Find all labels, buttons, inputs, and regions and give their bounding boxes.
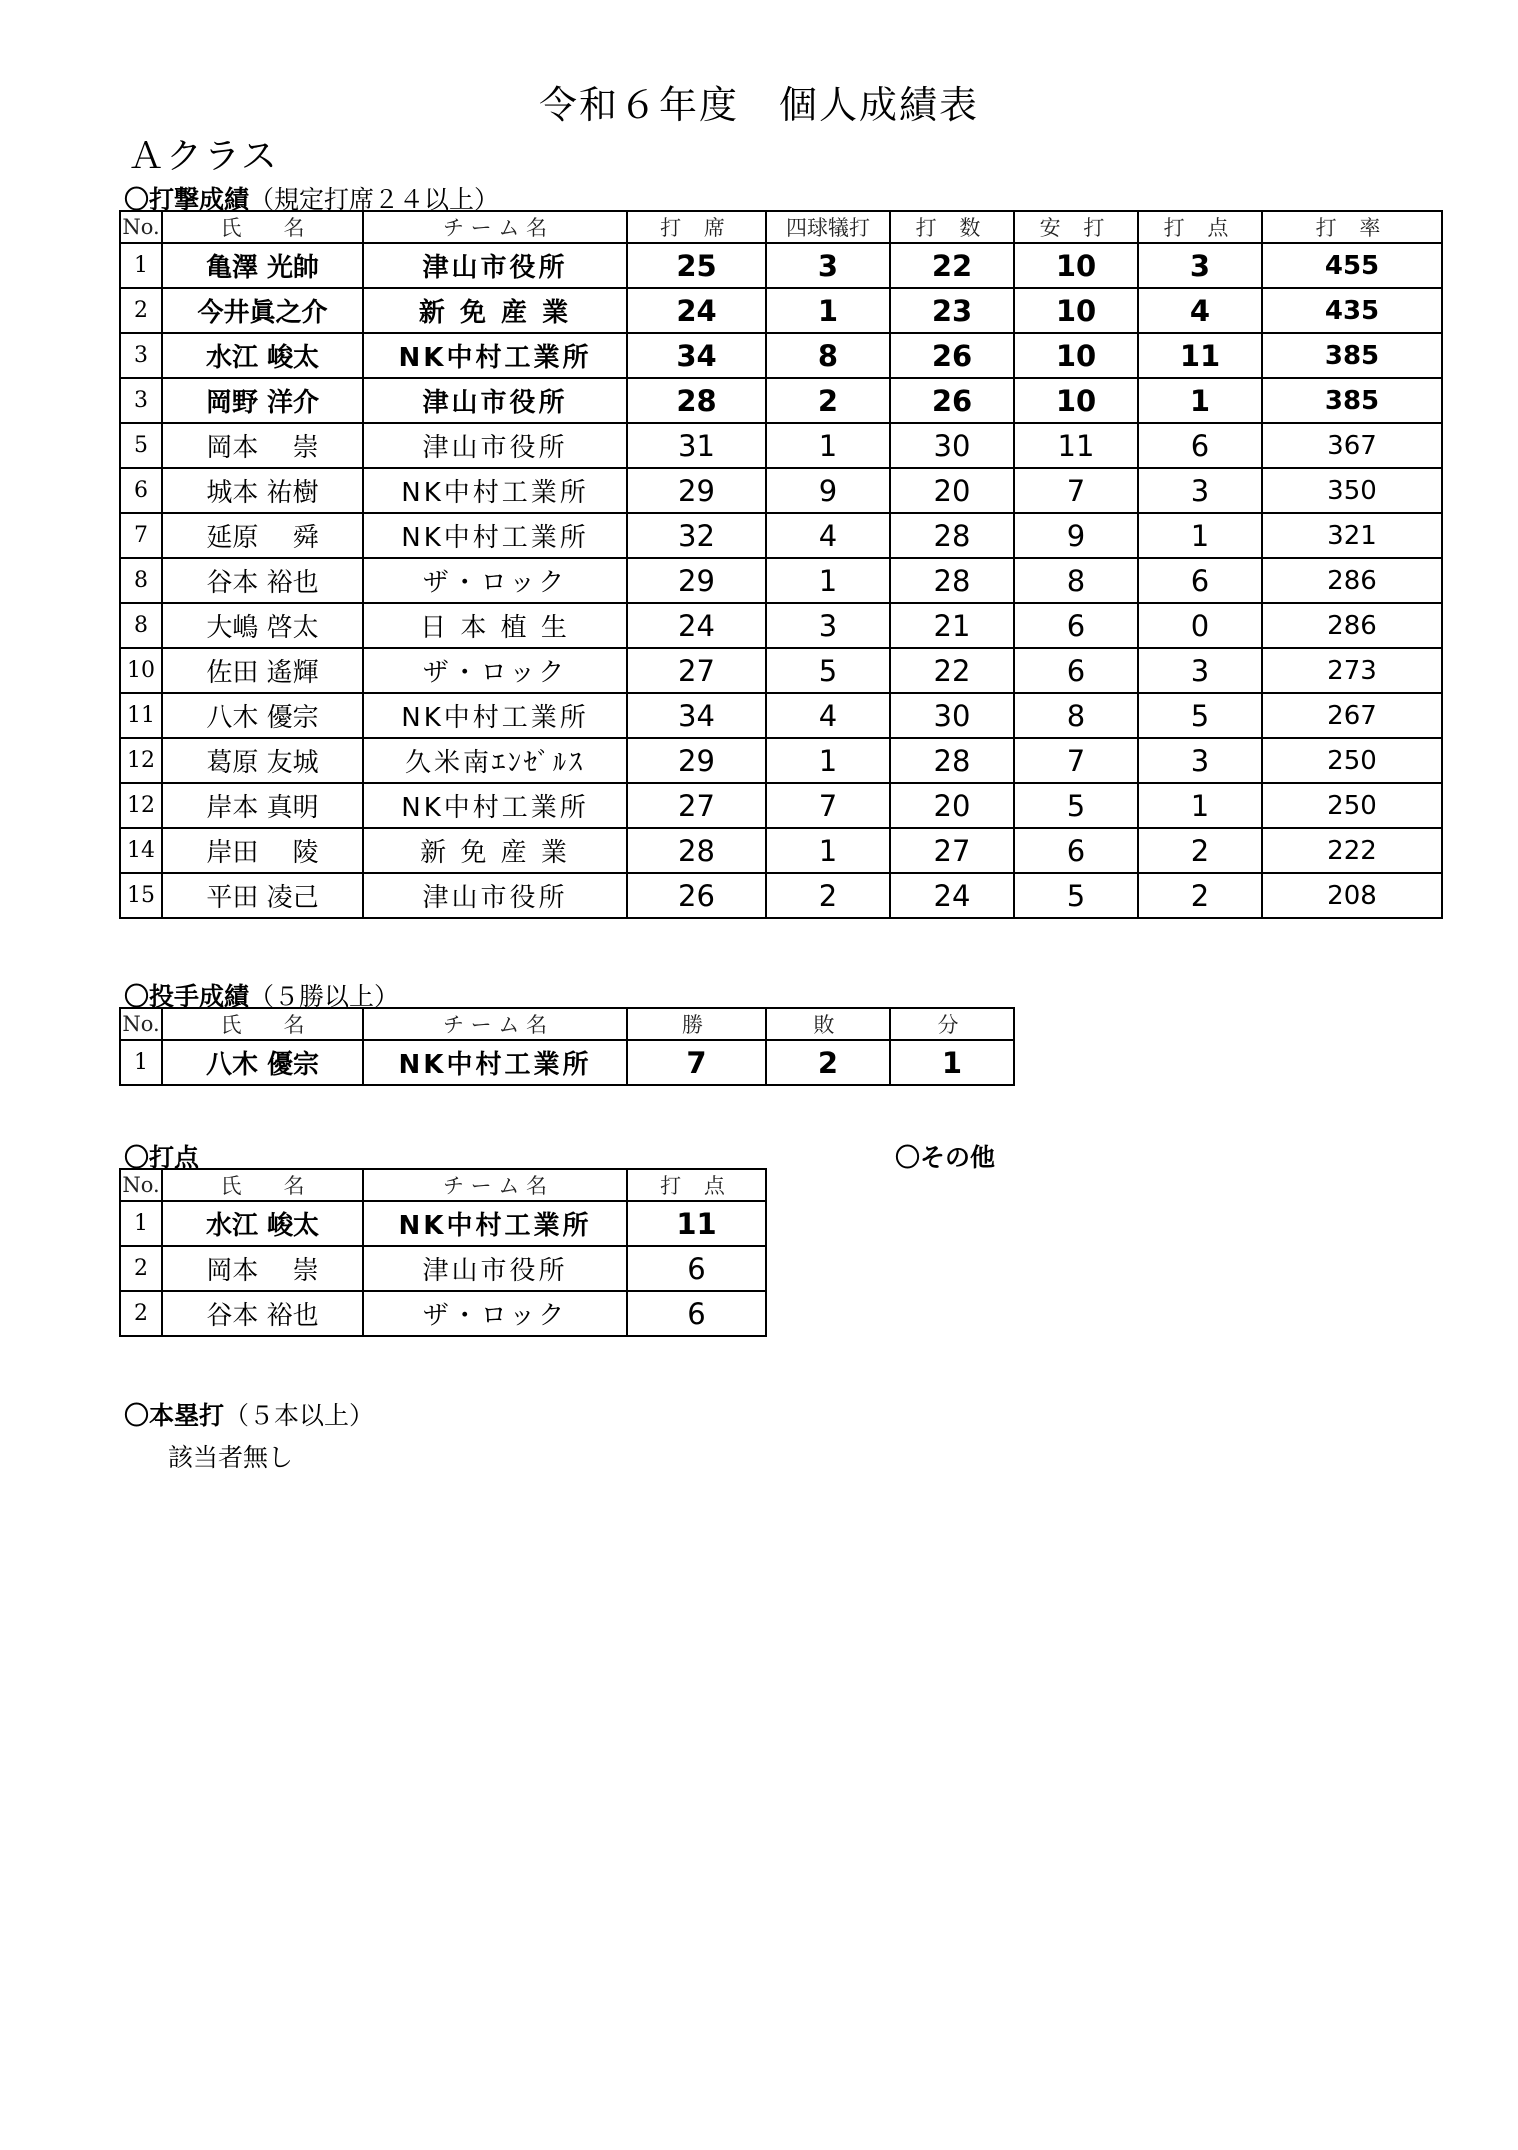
batting-table — [119, 210, 1443, 919]
batting-cell: 大嶋 啓太 — [162, 603, 363, 648]
pitching-header-cell: チ ー ム 名 — [363, 1008, 627, 1040]
batting-cell: 29 — [627, 738, 766, 783]
batting-cell: 4 — [766, 693, 890, 738]
batting-cell: 286 — [1262, 603, 1442, 648]
batting-row — [120, 423, 1442, 468]
batting-cell: 28 — [890, 513, 1014, 558]
batting-header-cell: 打 率 — [1262, 211, 1442, 243]
batting-row — [120, 693, 1442, 738]
other-heading-text: 〇その他 — [895, 1143, 996, 1172]
batting-header-row — [120, 211, 1442, 243]
pitching-condition: （５勝以上） — [249, 982, 400, 1011]
batting-cell: 日 本 植 生 — [363, 603, 627, 648]
pitching-cell: 2 — [766, 1040, 890, 1085]
rbi-cell: 2 — [120, 1291, 162, 1336]
batting-cell: 1 — [766, 423, 890, 468]
batting-header-cell: 打 点 — [1138, 211, 1262, 243]
batting-header-cell: 打 数 — [890, 211, 1014, 243]
rbi-row — [120, 1291, 766, 1336]
batting-cell: 455 — [1262, 243, 1442, 288]
batting-cell: 250 — [1262, 738, 1442, 783]
batting-cell: 10 — [1014, 333, 1138, 378]
batting-cell: 8 — [1014, 693, 1138, 738]
batting-cell: 3 — [1138, 648, 1262, 693]
batting-cell: 5 — [1014, 873, 1138, 918]
homerun-heading — [124, 1396, 374, 1432]
batting-cell: 12 — [120, 783, 162, 828]
batting-cell: 27 — [627, 783, 766, 828]
batting-cell: 7 — [120, 513, 162, 558]
batting-cell: 10 — [120, 648, 162, 693]
batting-cell: 385 — [1262, 333, 1442, 378]
batting-cell: NK中村工業所 — [363, 783, 627, 828]
batting-cell: 22 — [890, 648, 1014, 693]
rbi-cell: 谷本 裕也 — [162, 1291, 363, 1336]
batting-row — [120, 558, 1442, 603]
batting-cell: 6 — [1014, 648, 1138, 693]
batting-cell: 24 — [890, 873, 1014, 918]
batting-cell: 2 — [1138, 873, 1262, 918]
batting-row — [120, 378, 1442, 423]
batting-cell: 11 — [1014, 423, 1138, 468]
batting-cell: 31 — [627, 423, 766, 468]
batting-cell: 谷本 裕也 — [162, 558, 363, 603]
pitching-cell: 八木 優宗 — [162, 1040, 363, 1085]
rbi-table — [119, 1168, 767, 1337]
batting-cell: 久米南ｴﾝｾﾞﾙｽ — [363, 738, 627, 783]
batting-cell: 岸本 真明 — [162, 783, 363, 828]
batting-condition: （規定打席２４以上） — [249, 185, 500, 214]
batting-cell: 岡野 洋介 — [162, 378, 363, 423]
batting-cell: 5 — [120, 423, 162, 468]
batting-cell: 4 — [1138, 288, 1262, 333]
pitching-header-cell: 氏 名 — [162, 1008, 363, 1040]
batting-cell: 3 — [1138, 243, 1262, 288]
batting-cell: 32 — [627, 513, 766, 558]
rbi-cell: NK中村工業所 — [363, 1201, 627, 1246]
pitching-header-cell: No. — [120, 1008, 162, 1040]
batting-cell: 26 — [890, 378, 1014, 423]
batting-cell: 30 — [890, 693, 1014, 738]
batting-cell: 21 — [890, 603, 1014, 648]
batting-cell: 321 — [1262, 513, 1442, 558]
batting-cell: 1 — [1138, 378, 1262, 423]
batting-cell: 佐田 遙輝 — [162, 648, 363, 693]
batting-cell: 12 — [120, 738, 162, 783]
batting-cell: 新 免 産 業 — [363, 288, 627, 333]
pitching-cell: 7 — [627, 1040, 766, 1085]
batting-cell: 14 — [120, 828, 162, 873]
batting-cell: 津山市役所 — [363, 423, 627, 468]
homerun-heading-text: 〇本塁打 — [124, 1401, 225, 1430]
batting-cell: 367 — [1262, 423, 1442, 468]
batting-cell: 20 — [890, 468, 1014, 513]
batting-cell: 11 — [1138, 333, 1262, 378]
batting-cell: 8 — [1014, 558, 1138, 603]
batting-cell: 9 — [766, 468, 890, 513]
batting-row — [120, 828, 1442, 873]
batting-cell: 9 — [1014, 513, 1138, 558]
batting-cell: 2 — [1138, 828, 1262, 873]
batting-cell: 0 — [1138, 603, 1262, 648]
batting-header-cell: 安 打 — [1014, 211, 1138, 243]
batting-row — [120, 648, 1442, 693]
homerun-condition: （５本以上） — [224, 1401, 375, 1430]
batting-cell: 286 — [1262, 558, 1442, 603]
batting-cell: 1 — [1138, 513, 1262, 558]
pitching-header-cell: 勝 — [627, 1008, 766, 1040]
batting-cell: 10 — [1014, 378, 1138, 423]
rbi-header-row — [120, 1169, 766, 1201]
batting-cell: 3 — [766, 243, 890, 288]
batting-cell: 岡本 崇 — [162, 423, 363, 468]
rbi-cell: 1 — [120, 1201, 162, 1246]
batting-row — [120, 333, 1442, 378]
batting-cell: 222 — [1262, 828, 1442, 873]
batting-cell: 28 — [890, 738, 1014, 783]
batting-cell: 津山市役所 — [363, 243, 627, 288]
batting-header-cell: 氏 名 — [162, 211, 363, 243]
batting-cell: 350 — [1262, 468, 1442, 513]
batting-cell: 10 — [1014, 288, 1138, 333]
batting-cell: 今井眞之介 — [162, 288, 363, 333]
batting-cell: 新 免 産 業 — [363, 828, 627, 873]
rbi-cell: 津山市役所 — [363, 1246, 627, 1291]
batting-cell: 20 — [890, 783, 1014, 828]
batting-cell: 8 — [120, 603, 162, 648]
batting-cell: 385 — [1262, 378, 1442, 423]
batting-header-cell: チ ー ム 名 — [363, 211, 627, 243]
batting-header-cell: 四球犠打 — [766, 211, 890, 243]
batting-cell: 24 — [627, 603, 766, 648]
pitching-header-cell: 敗 — [766, 1008, 890, 1040]
batting-row — [120, 288, 1442, 333]
batting-cell: 7 — [1014, 738, 1138, 783]
batting-cell: 2 — [766, 378, 890, 423]
pitching-heading-text: 〇投手成績 — [124, 982, 250, 1011]
rbi-cell: 6 — [627, 1246, 766, 1291]
batting-cell: 3 — [1138, 738, 1262, 783]
batting-row — [120, 738, 1442, 783]
batting-cell: ザ・ロック — [363, 558, 627, 603]
batting-cell: 2 — [120, 288, 162, 333]
batting-cell: NK中村工業所 — [363, 468, 627, 513]
batting-cell: NK中村工業所 — [363, 693, 627, 738]
batting-cell: 6 — [1014, 828, 1138, 873]
batting-cell: 34 — [627, 333, 766, 378]
class-label: Ａクラス — [128, 136, 279, 177]
batting-cell: 267 — [1262, 693, 1442, 738]
batting-cell: 1 — [1138, 783, 1262, 828]
batting-cell: 葛原 友城 — [162, 738, 363, 783]
batting-row — [120, 783, 1442, 828]
batting-cell: 八木 優宗 — [162, 693, 363, 738]
batting-cell: 3 — [120, 333, 162, 378]
rbi-header-cell: 打 点 — [627, 1169, 766, 1201]
batting-row — [120, 468, 1442, 513]
batting-cell: 11 — [120, 693, 162, 738]
batting-cell: 27 — [890, 828, 1014, 873]
pitching-cell: NK中村工業所 — [363, 1040, 627, 1085]
batting-cell: NK中村工業所 — [363, 513, 627, 558]
other-heading — [895, 1138, 995, 1174]
rbi-cell: ザ・ロック — [363, 1291, 627, 1336]
batting-cell: 5 — [1138, 693, 1262, 738]
rbi-cell: 岡本 崇 — [162, 1246, 363, 1291]
batting-row — [120, 603, 1442, 648]
batting-cell: 5 — [766, 648, 890, 693]
batting-cell: 29 — [627, 468, 766, 513]
batting-cell: 岸田 陵 — [162, 828, 363, 873]
batting-cell: 1 — [766, 828, 890, 873]
batting-cell: 30 — [890, 423, 1014, 468]
batting-row — [120, 513, 1442, 558]
batting-cell: 6 — [1138, 423, 1262, 468]
batting-cell: 1 — [766, 738, 890, 783]
batting-cell: 城本 祐樹 — [162, 468, 363, 513]
batting-cell: 水江 峻太 — [162, 333, 363, 378]
batting-cell: 435 — [1262, 288, 1442, 333]
batting-cell: 5 — [1014, 783, 1138, 828]
rbi-cell: 2 — [120, 1246, 162, 1291]
pitching-cell: 1 — [120, 1040, 162, 1085]
pitching-table — [119, 1007, 1015, 1086]
batting-cell: 26 — [890, 333, 1014, 378]
batting-row — [120, 243, 1442, 288]
batting-cell: 1 — [120, 243, 162, 288]
batting-row — [120, 873, 1442, 918]
rbi-cell: 11 — [627, 1201, 766, 1246]
rbi-heading-text: 〇打点 — [124, 1143, 200, 1172]
batting-cell: 2 — [766, 873, 890, 918]
batting-header-cell: No. — [120, 211, 162, 243]
batting-cell: 22 — [890, 243, 1014, 288]
batting-cell: 34 — [627, 693, 766, 738]
batting-cell: 1 — [766, 558, 890, 603]
batting-cell: 24 — [627, 288, 766, 333]
batting-cell: 208 — [1262, 873, 1442, 918]
batting-cell: 8 — [766, 333, 890, 378]
batting-cell: 8 — [120, 558, 162, 603]
rbi-header-cell: No. — [120, 1169, 162, 1201]
batting-cell: ザ・ロック — [363, 648, 627, 693]
pitching-row — [120, 1040, 1014, 1085]
batting-cell: 28 — [627, 378, 766, 423]
batting-cell: 27 — [627, 648, 766, 693]
pitching-cell: 1 — [890, 1040, 1014, 1085]
rbi-header-cell: チ ー ム 名 — [363, 1169, 627, 1201]
rbi-header-cell: 氏 名 — [162, 1169, 363, 1201]
batting-cell: 平田 凌己 — [162, 873, 363, 918]
batting-header-cell: 打 席 — [627, 211, 766, 243]
batting-cell: 6 — [1014, 603, 1138, 648]
batting-cell: 津山市役所 — [363, 378, 627, 423]
batting-cell: 延原 舜 — [162, 513, 363, 558]
batting-cell: 28 — [627, 828, 766, 873]
batting-cell: 10 — [1014, 243, 1138, 288]
batting-cell: NK中村工業所 — [363, 333, 627, 378]
batting-cell: 273 — [1262, 648, 1442, 693]
batting-cell: 津山市役所 — [363, 873, 627, 918]
page-title: 令和６年度 個人成績表 — [538, 83, 979, 127]
batting-cell: 1 — [766, 288, 890, 333]
batting-cell: 7 — [1014, 468, 1138, 513]
batting-heading-text: 〇打撃成績 — [124, 185, 250, 214]
pitching-header-cell: 分 — [890, 1008, 1014, 1040]
batting-cell: 25 — [627, 243, 766, 288]
batting-cell: 28 — [890, 558, 1014, 603]
batting-cell: 250 — [1262, 783, 1442, 828]
batting-cell: 亀澤 光帥 — [162, 243, 363, 288]
batting-cell: 7 — [766, 783, 890, 828]
batting-cell: 23 — [890, 288, 1014, 333]
batting-cell: 3 — [1138, 468, 1262, 513]
batting-cell: 29 — [627, 558, 766, 603]
pitching-header-row — [120, 1008, 1014, 1040]
rbi-cell: 水江 峻太 — [162, 1201, 363, 1246]
batting-cell: 6 — [1138, 558, 1262, 603]
batting-cell: 6 — [120, 468, 162, 513]
batting-cell: 3 — [766, 603, 890, 648]
batting-cell: 15 — [120, 873, 162, 918]
batting-cell: 3 — [120, 378, 162, 423]
batting-cell: 4 — [766, 513, 890, 558]
rbi-cell: 6 — [627, 1291, 766, 1336]
homerun-none-note: 該当者無し — [168, 1443, 294, 1472]
batting-cell: 26 — [627, 873, 766, 918]
rbi-row — [120, 1246, 766, 1291]
rbi-row — [120, 1201, 766, 1246]
